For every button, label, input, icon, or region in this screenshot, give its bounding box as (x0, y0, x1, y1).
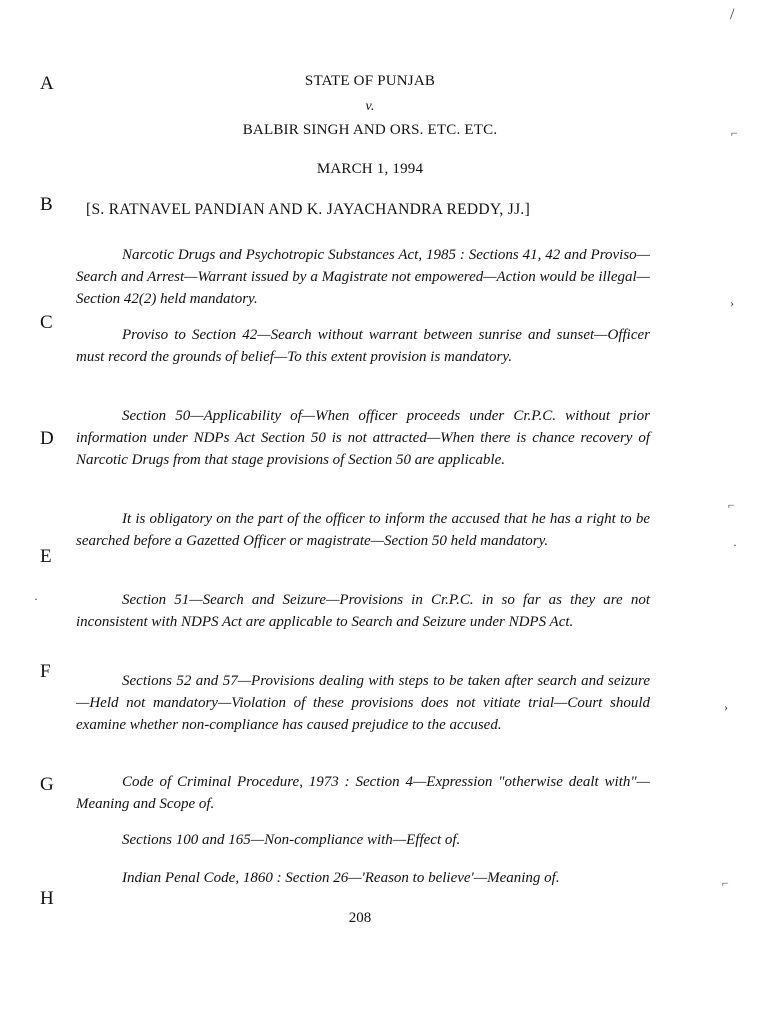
headnote-paragraph: Code of Criminal Procedure, 1973 : Section 4—Expression "otherwise dealt with"—Meaning and Scope of. (76, 774, 650, 812)
margin-letter-a: A (40, 73, 54, 94)
margin-letter-d: D (40, 428, 54, 449)
scan-mark: / (730, 6, 735, 23)
margin-letter-b: B (40, 194, 53, 215)
margin-letter-g: G (40, 774, 54, 795)
headnote-paragraph: Section 50—Applicability of—When officer proceeds under Cr.P.C. without prior information under NDPs Act Section 50 is not attracted—When there is chance recovery of Narcotic Drugs from that stage provisions of Section 50 are applicable. (76, 408, 650, 468)
margin-letter-h: H (40, 888, 54, 909)
judgment-date: MARCH 1, 1994 (316, 161, 424, 177)
scan-mark: › (730, 296, 734, 310)
scan-mark: ⌐ (722, 876, 729, 890)
margin-letter-e: E (40, 546, 52, 567)
party-one: STATE OF PUNJAB (304, 73, 436, 89)
party-two: BALBIR SINGH AND ORS. ETC. ETC. (242, 122, 498, 138)
scan-mark: ⌐ (728, 498, 735, 512)
page-number: 208 (348, 910, 372, 926)
headnote-paragraph: Sections 52 and 57—Provisions dealing with steps to be taken after search and seizure—Held not mandatory—Violation of these provisions does not vitiate trial—Court should examine whether non-compliance has caused prejudice to the accused. (76, 673, 650, 733)
headnote-paragraph: It is obligatory on the part of the officer to inform the accused that he has a right to be searched before a Gazetted Officer or magistrate—Section 50 held mandatory. (76, 511, 650, 549)
headnote-paragraph: Proviso to Section 42—Search without warrant between sunrise and sunset—Officer must record the grounds of belief—To this extent provision is mandatory. (76, 327, 650, 365)
headnote-paragraph: Section 51—Search and Seizure—Provisions in Cr.P.C. in so far as they are not inconsistent with NDPS Act are applicable to Search and Seizure under NDPS Act. (76, 592, 650, 630)
versus: v. (365, 99, 375, 114)
bench-line: [S. RATNAVEL PANDIAN AND K. JAYACHANDRA REDDY, JJ.] (86, 201, 531, 218)
scan-mark: › (724, 700, 728, 714)
headnote-paragraph: Sections 100 and 165—Non-compliance with—Effect of. (122, 832, 461, 848)
scan-mark: ⌐ (731, 126, 738, 140)
margin-letter-f: F (40, 661, 51, 682)
headnote-paragraph: Indian Penal Code, 1860 : Section 26—'Reason to believe'—Meaning of. (122, 870, 560, 886)
headnote-paragraph: Narcotic Drugs and Psychotropic Substances Act, 1985 : Sections 41, 42 and Proviso—Search and Arrest—Warrant issued by a Magistrate not empowered—Action would be illegal—Section 42(2) held mandatory. (76, 247, 650, 307)
scan-mark: · (34, 592, 38, 606)
margin-letter-c: C (40, 312, 53, 333)
scan-mark: · (733, 538, 737, 552)
